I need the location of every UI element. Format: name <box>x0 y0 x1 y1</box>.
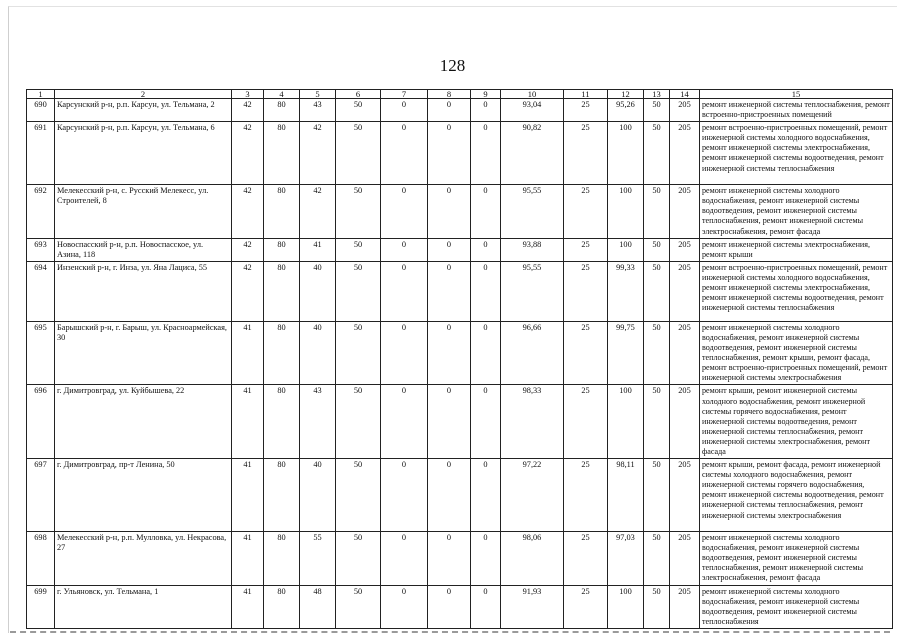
value-cell: 100 <box>608 385 644 459</box>
value-cell: 40 <box>300 459 336 532</box>
value-cell: 0 <box>428 261 471 321</box>
table-row <box>27 261 893 321</box>
value-cell: 98,11 <box>608 459 644 532</box>
table-row <box>27 385 893 459</box>
value-cell: 90,82 <box>501 122 564 185</box>
address-cell: г. Димитровград, ул. Куйбышева, 22 <box>55 385 232 459</box>
value-cell: 0 <box>471 585 501 628</box>
value-cell: 0 <box>428 122 471 185</box>
value-cell: 0 <box>471 261 501 321</box>
value-cell: 80 <box>264 585 300 628</box>
value-cell: 80 <box>264 261 300 321</box>
value-cell: 95,55 <box>501 185 564 238</box>
column-header: 12 <box>608 90 644 99</box>
value-cell: 50 <box>644 321 670 385</box>
value-cell: 96,66 <box>501 321 564 385</box>
value-cell: 42 <box>232 99 264 122</box>
value-cell: 0 <box>381 321 428 385</box>
value-cell: 0 <box>381 261 428 321</box>
works-cell: ремонт инженерной системы теплоснабжения, ремонт встроенно-пристроенных помещений <box>700 99 893 122</box>
value-cell: 0 <box>381 122 428 185</box>
value-cell: 0 <box>471 532 501 585</box>
table-row <box>27 122 893 185</box>
value-cell: 42 <box>232 185 264 238</box>
value-cell: 99,33 <box>608 261 644 321</box>
value-cell: 0 <box>381 238 428 261</box>
column-header: 11 <box>564 90 608 99</box>
value-cell: 25 <box>564 459 608 532</box>
table-row <box>27 321 893 385</box>
value-cell: 0 <box>428 185 471 238</box>
value-cell: 40 <box>300 321 336 385</box>
value-cell: 50 <box>336 585 381 628</box>
row-index: 690 <box>27 99 55 122</box>
column-header: 14 <box>670 90 700 99</box>
value-cell: 0 <box>428 532 471 585</box>
address-cell: Мелекесский р-н, с. Русский Мелекесс, ул. Строителей, 8 <box>55 185 232 238</box>
value-cell: 0 <box>471 185 501 238</box>
value-cell: 43 <box>300 385 336 459</box>
value-cell: 25 <box>564 99 608 122</box>
value-cell: 25 <box>564 385 608 459</box>
column-header: 3 <box>232 90 264 99</box>
value-cell: 0 <box>428 459 471 532</box>
value-cell: 50 <box>336 459 381 532</box>
row-index: 699 <box>27 585 55 628</box>
value-cell: 205 <box>670 385 700 459</box>
value-cell: 42 <box>232 122 264 185</box>
address-cell: Мелекесский р-н, р.п. Мулловка, ул. Некрасова, 27 <box>55 532 232 585</box>
column-header: 2 <box>55 90 232 99</box>
value-cell: 50 <box>644 99 670 122</box>
row-index: 695 <box>27 321 55 385</box>
value-cell: 80 <box>264 99 300 122</box>
row-index: 693 <box>27 238 55 261</box>
value-cell: 43 <box>300 99 336 122</box>
works-cell: ремонт инженерной системы холодного водоснабжения, ремонт инженерной системы водоотведения, ремонт инженерной системы теплоснабжения <box>700 585 893 628</box>
value-cell: 42 <box>300 122 336 185</box>
value-cell: 41 <box>232 459 264 532</box>
value-cell: 205 <box>670 261 700 321</box>
column-header: 10 <box>501 90 564 99</box>
value-cell: 48 <box>300 585 336 628</box>
address-cell: Новоспасский р-н, р.п. Новоспасское, ул. Азина, 118 <box>55 238 232 261</box>
value-cell: 80 <box>264 185 300 238</box>
works-cell: ремонт инженерной системы холодного водоснабжения, ремонт инженерной системы водоотведения, ремонт инженерной системы теплоснабжения, ремонт инженерной системы электроснабжения, ремонт фасада <box>700 532 893 585</box>
value-cell: 50 <box>644 185 670 238</box>
value-cell: 93,88 <box>501 238 564 261</box>
table-row <box>27 99 893 122</box>
value-cell: 50 <box>336 321 381 385</box>
row-index: 692 <box>27 185 55 238</box>
value-cell: 50 <box>336 385 381 459</box>
value-cell: 0 <box>471 321 501 385</box>
value-cell: 0 <box>381 99 428 122</box>
value-cell: 205 <box>670 99 700 122</box>
value-cell: 25 <box>564 532 608 585</box>
table-row <box>27 185 893 238</box>
value-cell: 50 <box>336 238 381 261</box>
value-cell: 50 <box>336 185 381 238</box>
table-row <box>27 585 893 628</box>
value-cell: 100 <box>608 585 644 628</box>
value-cell: 91,93 <box>501 585 564 628</box>
value-cell: 42 <box>300 185 336 238</box>
works-cell: ремонт инженерной системы холодного водоснабжения, ремонт инженерной системы водоотведения, ремонт инженерной системы теплоснабжения, ремонт крыши, ремонт фасада, ремонт встроенно-пристроенных помещений, ремонт инженерной системы электроснабжения <box>700 321 893 385</box>
value-cell: 25 <box>564 321 608 385</box>
value-cell: 205 <box>670 585 700 628</box>
value-cell: 40 <box>300 261 336 321</box>
value-cell: 50 <box>644 122 670 185</box>
value-cell: 0 <box>471 459 501 532</box>
column-header: 5 <box>300 90 336 99</box>
value-cell: 98,06 <box>501 532 564 585</box>
value-cell: 99,75 <box>608 321 644 385</box>
works-cell: ремонт крыши, ремонт инженерной системы холодного водоснабжения, ремонт инженерной системы горячего водоснабжения, ремонт инженерной системы водоотведения, ремонт инженерной системы теплоснабжения, ремонт инженерной системы электроснабжения, ремонт фасада <box>700 385 893 459</box>
value-cell: 93,04 <box>501 99 564 122</box>
column-header: 9 <box>471 90 501 99</box>
value-cell: 100 <box>608 185 644 238</box>
value-cell: 42 <box>232 238 264 261</box>
value-cell: 0 <box>471 238 501 261</box>
value-cell: 0 <box>381 185 428 238</box>
register-table <box>26 89 893 629</box>
value-cell: 0 <box>381 385 428 459</box>
value-cell: 55 <box>300 532 336 585</box>
value-cell: 0 <box>381 459 428 532</box>
value-cell: 80 <box>264 385 300 459</box>
table-row <box>27 238 893 261</box>
value-cell: 205 <box>670 238 700 261</box>
value-cell: 50 <box>336 122 381 185</box>
value-cell: 0 <box>428 385 471 459</box>
address-cell: Инзенский р-н, г. Инза, ул. Яна Лациса, 55 <box>55 261 232 321</box>
value-cell: 100 <box>608 238 644 261</box>
table-row <box>27 459 893 532</box>
column-number-row <box>27 90 893 99</box>
value-cell: 97,22 <box>501 459 564 532</box>
value-cell: 80 <box>264 459 300 532</box>
row-index: 691 <box>27 122 55 185</box>
page-number: 128 <box>439 56 466 75</box>
value-cell: 25 <box>564 185 608 238</box>
value-cell: 0 <box>381 585 428 628</box>
value-cell: 25 <box>564 261 608 321</box>
column-header: 15 <box>700 90 893 99</box>
value-cell: 0 <box>471 122 501 185</box>
value-cell: 41 <box>300 238 336 261</box>
value-cell: 95,55 <box>501 261 564 321</box>
address-cell: г. Ульяновск, ул. Тельмана, 1 <box>55 585 232 628</box>
value-cell: 205 <box>670 122 700 185</box>
value-cell: 41 <box>232 385 264 459</box>
column-header: 6 <box>336 90 381 99</box>
value-cell: 80 <box>264 532 300 585</box>
value-cell: 0 <box>428 321 471 385</box>
address-cell: Карсунский р-н, р.п. Карсун, ул. Тельмана, 6 <box>55 122 232 185</box>
column-header: 1 <box>27 90 55 99</box>
value-cell: 41 <box>232 585 264 628</box>
value-cell: 0 <box>471 99 501 122</box>
row-index: 698 <box>27 532 55 585</box>
column-header: 8 <box>428 90 471 99</box>
row-index: 694 <box>27 261 55 321</box>
value-cell: 0 <box>428 585 471 628</box>
value-cell: 205 <box>670 459 700 532</box>
value-cell: 50 <box>336 99 381 122</box>
value-cell: 0 <box>428 238 471 261</box>
scan-edge-noise <box>10 631 890 633</box>
value-cell: 95,26 <box>608 99 644 122</box>
works-cell: ремонт инженерной системы электроснабжения, ремонт крыши <box>700 238 893 261</box>
address-cell: Карсунский р-н, р.п. Карсун, ул. Тельмана, 2 <box>55 99 232 122</box>
value-cell: 50 <box>336 532 381 585</box>
value-cell: 42 <box>232 261 264 321</box>
column-header: 7 <box>381 90 428 99</box>
value-cell: 0 <box>471 385 501 459</box>
value-cell: 50 <box>644 585 670 628</box>
column-header: 13 <box>644 90 670 99</box>
value-cell: 80 <box>264 321 300 385</box>
value-cell: 205 <box>670 532 700 585</box>
column-header: 4 <box>264 90 300 99</box>
value-cell: 0 <box>428 99 471 122</box>
value-cell: 50 <box>644 459 670 532</box>
value-cell: 25 <box>564 122 608 185</box>
address-cell: Барышский р-н, г. Барыш, ул. Красноармейская, 30 <box>55 321 232 385</box>
works-cell: ремонт встроенно-пристроенных помещений, ремонт инженерной системы холодного водоснабжения, ремонт инженерной системы электроснабжения, ремонт инженерной системы водоотведения, ремонт инженерной системы теплоснабжения <box>700 122 893 185</box>
value-cell: 25 <box>564 585 608 628</box>
value-cell: 97,03 <box>608 532 644 585</box>
table-row <box>27 532 893 585</box>
value-cell: 50 <box>644 532 670 585</box>
value-cell: 80 <box>264 238 300 261</box>
works-cell: ремонт встроенно-пристроенных помещений, ремонт инженерной системы холодного водоснабжения, ремонт инженерной системы электроснабжения, ремонт инженерной системы водоотведения, ремонт инженерной системы теплоснабжения <box>700 261 893 321</box>
value-cell: 50 <box>644 261 670 321</box>
works-cell: ремонт инженерной системы холодного водоснабжения, ремонт инженерной системы водоотведения, ремонт инженерной системы теплоснабжения, ремонт инженерной системы электроснабжения, ремонт фасада <box>700 185 893 238</box>
value-cell: 205 <box>670 185 700 238</box>
value-cell: 25 <box>564 238 608 261</box>
value-cell: 50 <box>644 385 670 459</box>
row-index: 697 <box>27 459 55 532</box>
value-cell: 50 <box>336 261 381 321</box>
value-cell: 205 <box>670 321 700 385</box>
value-cell: 98,33 <box>501 385 564 459</box>
row-index: 696 <box>27 385 55 459</box>
value-cell: 100 <box>608 122 644 185</box>
address-cell: г. Димитровград, пр-т Ленина, 50 <box>55 459 232 532</box>
value-cell: 80 <box>264 122 300 185</box>
works-cell: ремонт крыши, ремонт фасада, ремонт инженерной системы холодного водоснабжения, ремонт инженерной системы горячего водоснабжения, ремонт инженерной системы водоотведения, ремонт инженерной системы теплоснабжения, ремонт инженерной системы электроснабжения <box>700 459 893 532</box>
value-cell: 41 <box>232 532 264 585</box>
value-cell: 41 <box>232 321 264 385</box>
value-cell: 50 <box>644 238 670 261</box>
value-cell: 0 <box>381 532 428 585</box>
